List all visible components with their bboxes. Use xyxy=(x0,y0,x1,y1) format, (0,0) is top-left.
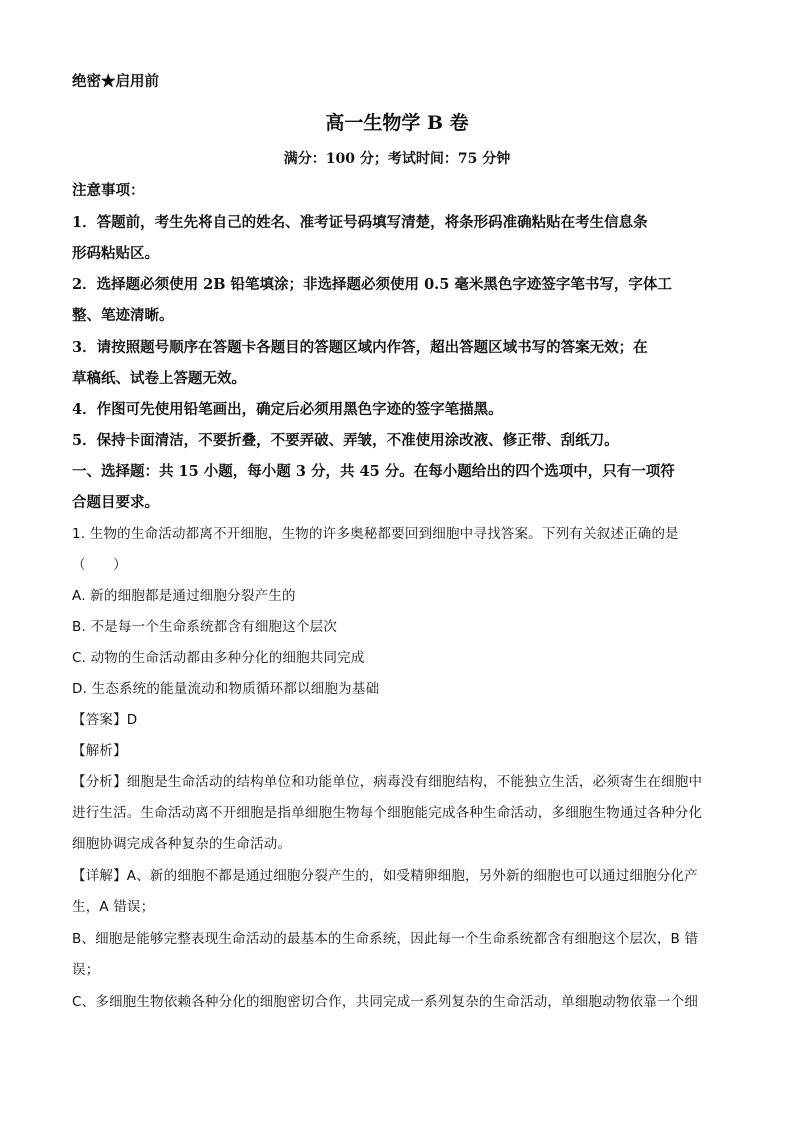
confidential-label: 绝密★启用前 xyxy=(72,73,159,90)
notice-line: 3．请按照题号顺序在答题卡各题目的答题区域内作答，超出答题区域书写的答案无效；在 xyxy=(72,339,648,356)
explanation-line: 【分析】细胞是生命活动的结构单位和功能单位，病毒没有细胞结构，不能独立生活，必须寄生在细胞中 xyxy=(72,774,703,790)
explanation-line: 进行生活。生命活动离不开细胞是指单细胞生物每个细胞能完成各种生命活动，多细胞生物通过各种分化 xyxy=(72,805,703,821)
notice-line: 4．作图可先使用铅笔画出，确定后必须用黑色字迹的签字笔描黑。 xyxy=(72,401,503,418)
explanation-line: B、细胞是能够完整表现生命活动的最基本的生命系统，因此每一个生命系统都含有细胞这个层次，B 错 xyxy=(72,931,699,947)
question-stem: 1. 生物的生命活动都离不开细胞，生物的许多奥秘都要回到细胞中寻找答案。下列有关叙述正确的是 xyxy=(72,526,679,542)
notice-line: 5．保持卡面清洁，不要折叠，不要弄破、弄皱，不准使用涂改液、修正带、刮纸刀。 xyxy=(72,432,619,449)
analysis-label: 【解析】 xyxy=(72,743,127,759)
notice-heading: 注意事项： xyxy=(72,182,145,199)
notice-line: 整、笔迹清晰。 xyxy=(72,307,174,324)
section-heading: 合题目要求。 xyxy=(72,494,159,511)
explanation-line: 误； xyxy=(72,962,100,978)
notice-line: 1．答题前，考生先将自己的姓名、准考证号码填写清楚，将条形码准确粘贴在考生信息条 xyxy=(72,214,648,231)
option-d: D. 生态系统的能量流动和物质循环都以细胞为基础 xyxy=(72,681,380,697)
section-heading: 一、选择题：共 15 小题，每小题 3 分，共 45 分。在每小题给出的四个选项中，只有一项符 xyxy=(72,463,675,480)
explanation-line: 【详解】A、新的细胞不都是通过细胞分裂产生的，如受精卵细胞，另外新的细胞也可以通过细胞分化产 xyxy=(72,868,698,884)
exam-subtitle: 满分：100 分；考试时间：75 分钟 xyxy=(283,151,511,167)
notice-line: 2．选择题必须使用 2B 铅笔填涂；非选择题必须使用 0.5 毫米黑色字迹签字笔书写，字体工 xyxy=(72,276,672,293)
page-title: 高一生物学 B 卷 xyxy=(325,112,469,134)
explanation-line: 细胞协调完成各种复杂的生命活动。 xyxy=(72,836,292,852)
notice-line: 草稿纸、试卷上答题无效。 xyxy=(72,370,246,387)
option-a: A. 新的细胞都是通过细胞分裂产生的 xyxy=(72,588,296,604)
option-b: B. 不是每一个生命系统都含有细胞这个层次 xyxy=(72,619,338,635)
answer-label: 【答案】D xyxy=(72,712,138,728)
notice-line: 形码粘贴区。 xyxy=(72,245,159,262)
explanation-line: 生，A 错误； xyxy=(72,899,155,915)
question-stem: （ ） xyxy=(72,557,127,573)
explanation-line: C、多细胞生物依赖各种分化的细胞密切合作，共同完成一系列复杂的生命活动，单细胞动物依靠一个细 xyxy=(72,994,699,1010)
option-c: C. 动物的生命活动都由多种分化的细胞共同完成 xyxy=(72,650,365,666)
